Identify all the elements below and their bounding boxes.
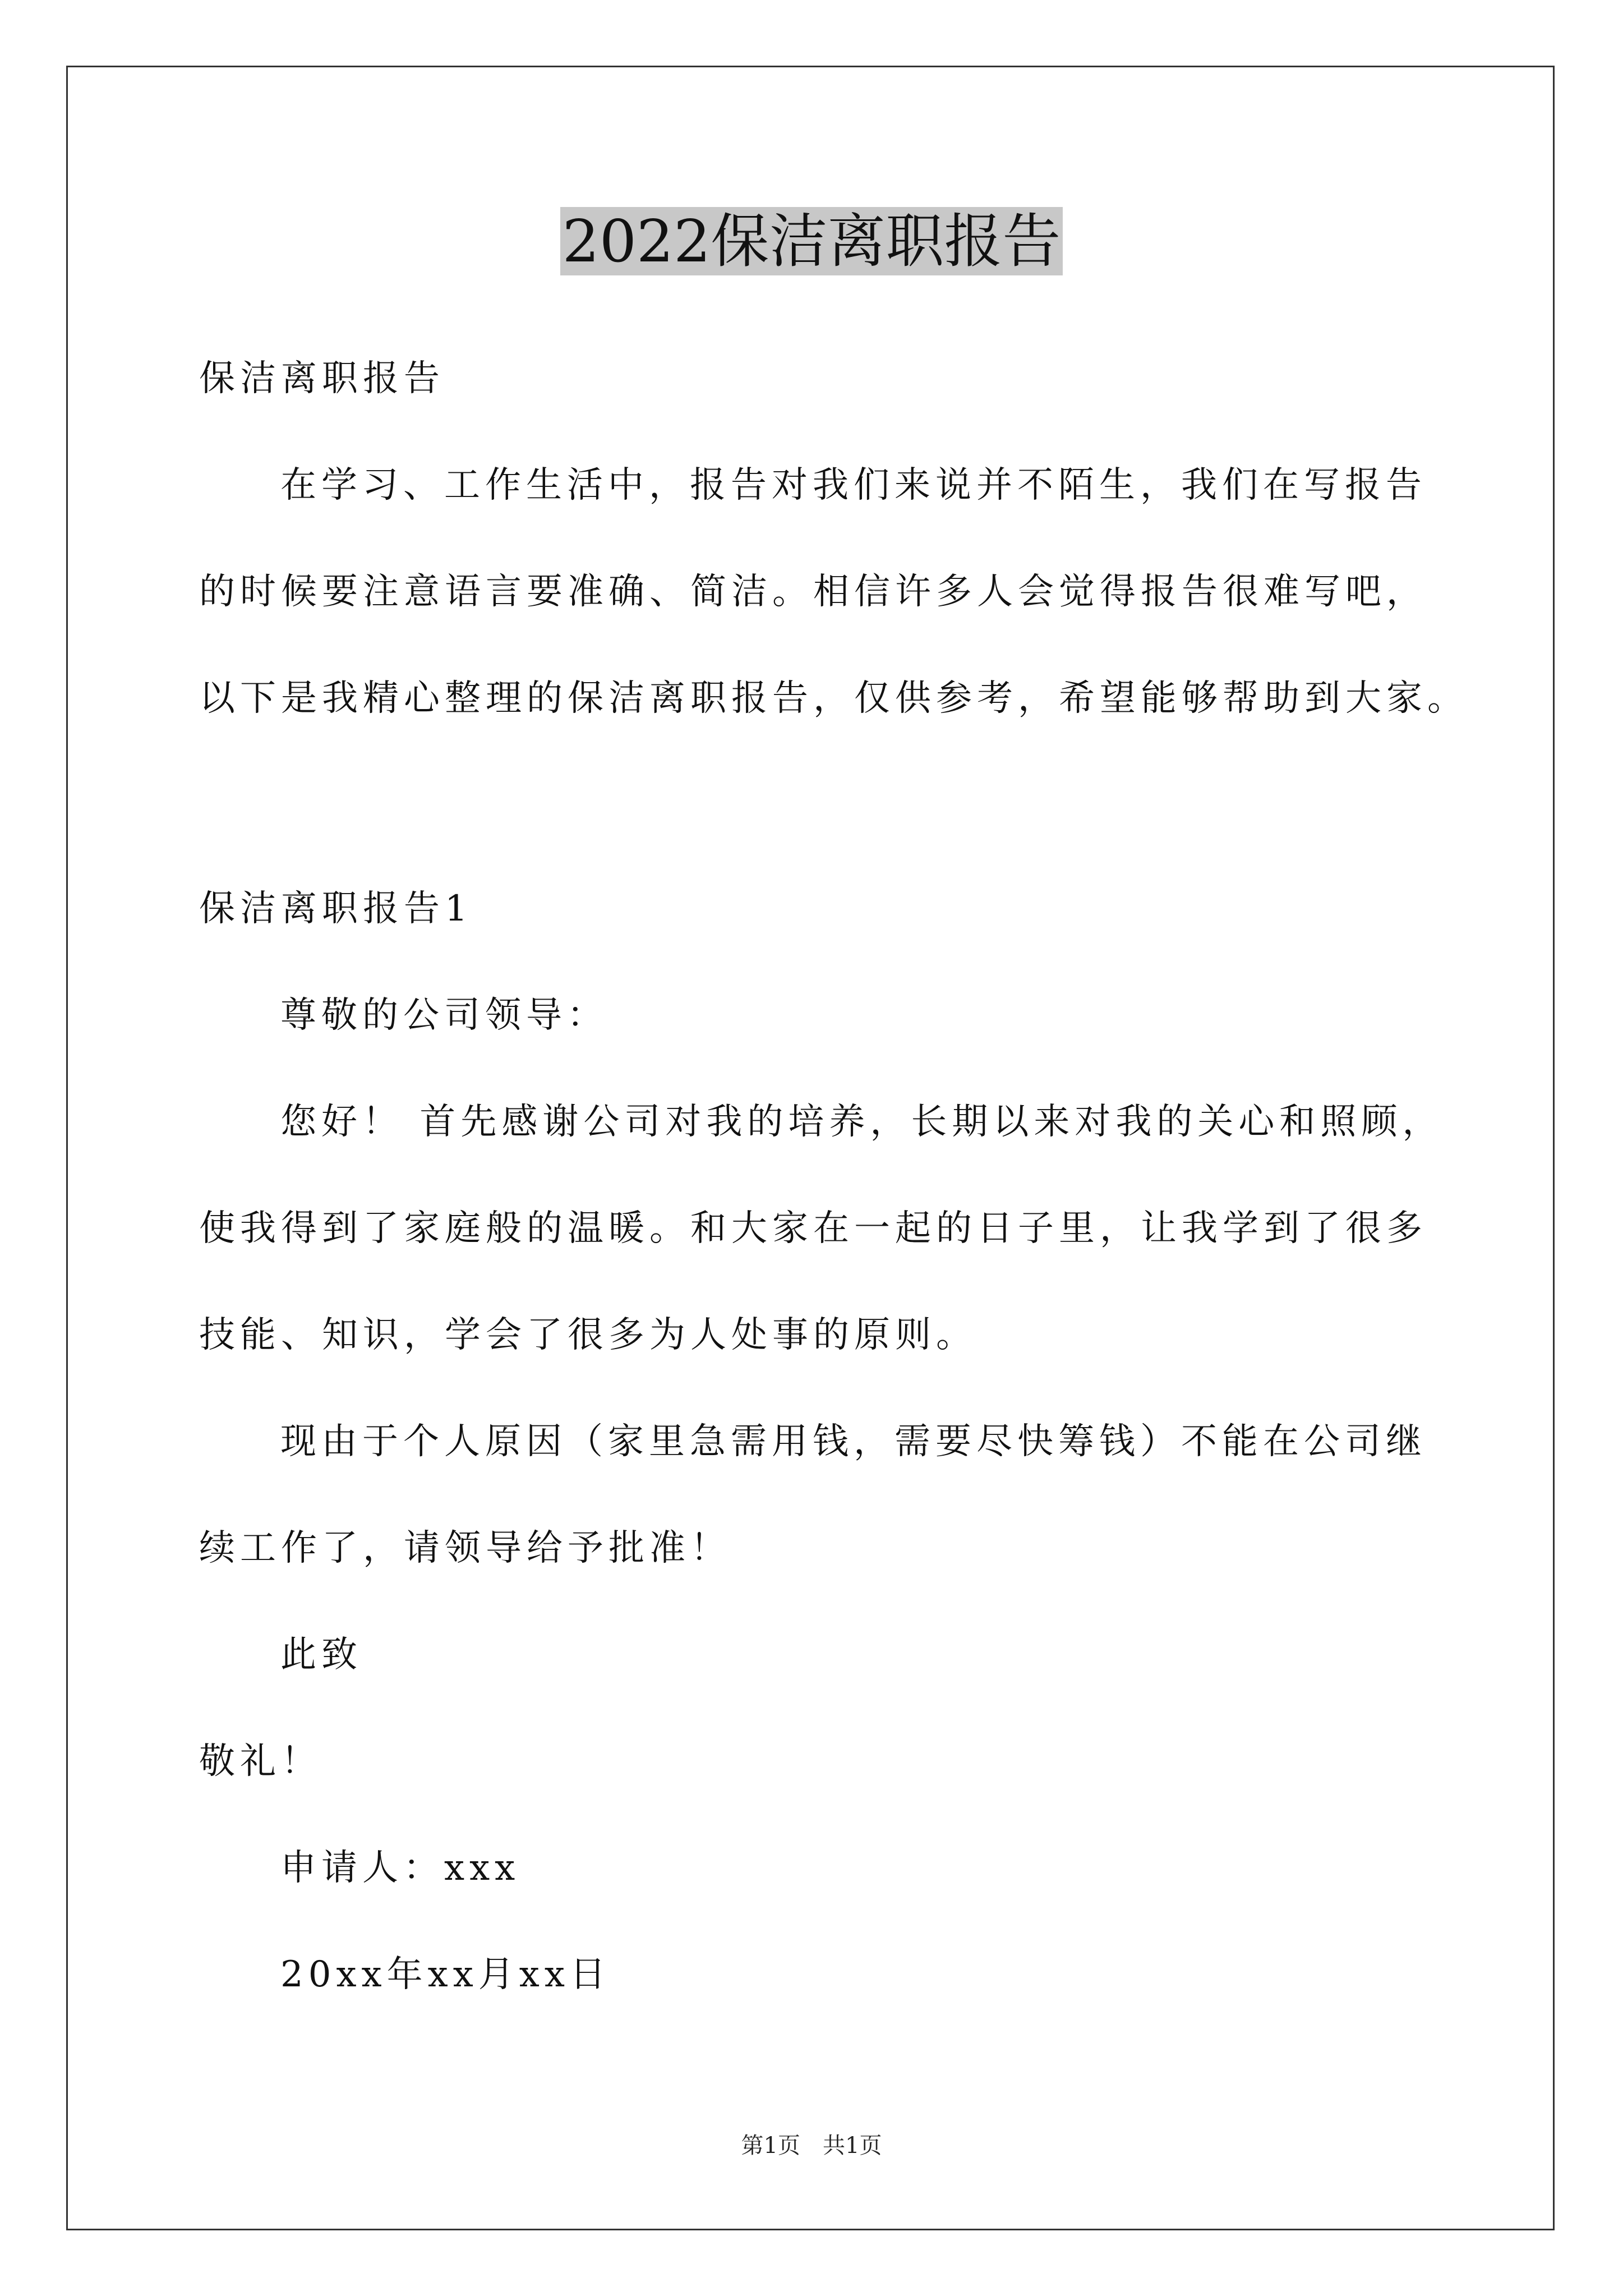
regards-line: 敬礼！: [199, 1741, 322, 1782]
page-number: 第1页: [741, 2133, 800, 2159]
intro-line-1: 在学习、工作生活中，报告对我们来说并不陌生，我们在写报告: [280, 464, 1427, 506]
closing-line: 此致: [280, 1634, 362, 1676]
intro-line-3: 以下是我精心整理的保洁离职报告，仅供参考，希望能够帮助到大家。: [199, 678, 1468, 719]
page-total: 共1页: [823, 2133, 882, 2159]
body-line-5: 续工作了，请领导给予批准！: [199, 1527, 731, 1569]
applicant-line: 申请人：xxx: [280, 1847, 520, 1889]
body-line-1: 您好！ 首先感谢公司对我的培养，长期以来对我的关心和照顾，: [280, 1101, 1444, 1143]
salutation: 尊敬的公司领导：: [280, 995, 608, 1036]
section-heading: 保洁离职报告1: [199, 888, 473, 930]
body-line-3: 技能、知识，学会了很多为人处事的原则。: [199, 1314, 977, 1356]
page-footer: [0, 2129, 1623, 2162]
subtitle-line: 保洁离职报告: [199, 358, 445, 399]
body-line-4: 现由于个人原因（家里急需用钱，需要尽快筹钱）不能在公司继: [280, 1421, 1427, 1462]
document-title-text: 2022保洁离职报告: [560, 207, 1063, 275]
body-line-2: 使我得到了家庭般的温暖。和大家在一起的日子里，让我学到了很多: [199, 1208, 1427, 1249]
date-line: 20xx年xx月xx日: [280, 1954, 611, 1995]
intro-line-2: 的时候要注意语言要准确、简洁。相信许多人会觉得报告很难写吧，: [199, 571, 1427, 613]
document-title: [0, 199, 1623, 283]
